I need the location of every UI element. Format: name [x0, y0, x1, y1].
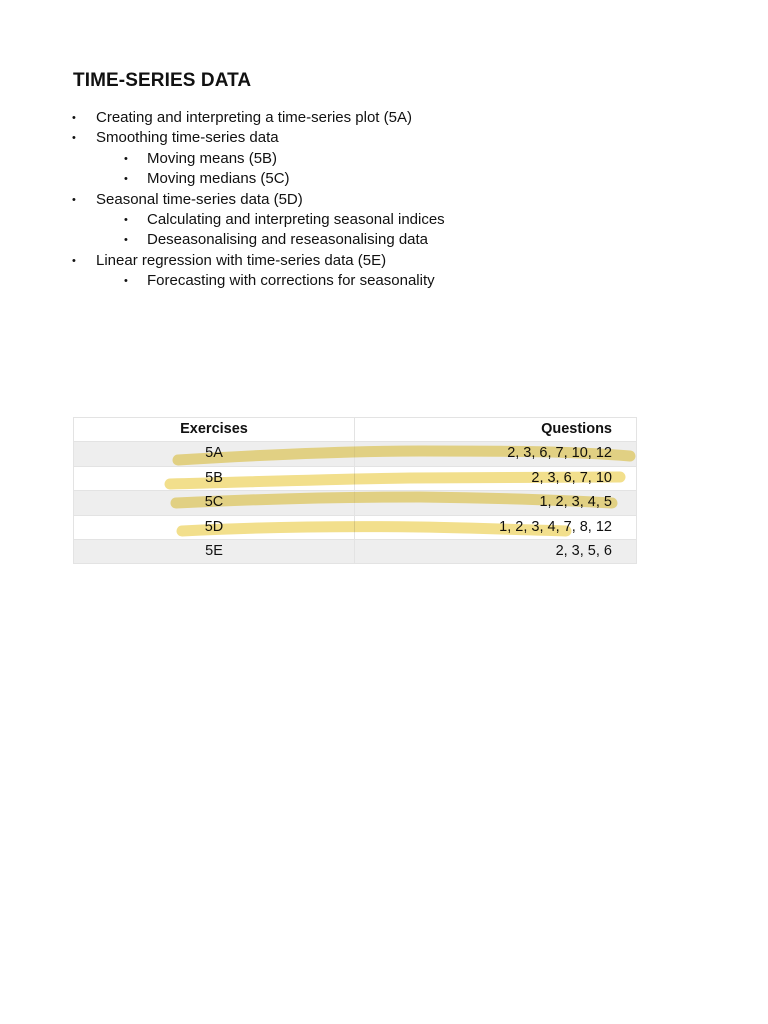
table-row — [74, 515, 637, 539]
outline-item-text: Seasonal time-series data (5D) — [96, 190, 303, 208]
outline-subitem-text: Forecasting with corrections for seasonality — [147, 272, 435, 290]
outline-subitem-text: Moving means (5B) — [147, 149, 278, 167]
table-header-row — [74, 418, 637, 442]
exercise-cell: 5A — [74, 442, 355, 466]
questions-cell: 1, 2, 3, 4, 7, 8, 12 — [355, 515, 637, 539]
questions-cell: 2, 3, 6, 7, 10 — [355, 466, 637, 490]
exercise-cell: 5B — [74, 466, 355, 490]
outline-subitem-text: Moving medians (5C) — [147, 170, 290, 188]
bullet-icon: • — [124, 275, 128, 288]
topic-outline — [0, 108, 768, 292]
bullet-icon: • — [124, 213, 128, 226]
outline-item-text: Linear regression with time-series data (5E) — [96, 251, 387, 269]
table-row — [74, 540, 637, 564]
exercises-table — [73, 417, 637, 564]
questions-column-header: Questions — [355, 418, 637, 442]
page-title: TIME-SERIES DATA — [73, 70, 252, 91]
outline-item — [0, 108, 768, 128]
table-row — [74, 491, 637, 515]
outline-item-text: Creating and interpreting a time-series plot (5A) — [96, 109, 412, 126]
outline-subitem — [0, 271, 768, 291]
outline-subitem — [0, 149, 768, 169]
outline-item — [0, 251, 768, 271]
bullet-icon: • — [124, 152, 128, 165]
exercise-cell: 5C — [74, 491, 355, 515]
outline-subitem-text: Deseasonalising and reseasonalising data — [147, 231, 429, 249]
bullet-icon: • — [124, 173, 128, 186]
questions-cell: 2, 3, 6, 7, 10, 12 — [355, 442, 637, 466]
exercises-column-header: Exercises — [74, 418, 355, 442]
bullet-icon: • — [124, 234, 128, 247]
outline-subitem — [0, 210, 768, 230]
outline-item — [0, 190, 768, 210]
bullet-icon: • — [72, 132, 76, 145]
bullet-icon: • — [72, 193, 76, 206]
outline-subitem — [0, 230, 768, 250]
questions-cell: 1, 2, 3, 4, 5 — [355, 491, 637, 515]
outline-subitem-text: Calculating and interpreting seasonal indices — [147, 210, 445, 228]
bullet-icon: • — [72, 112, 76, 124]
outline-item — [0, 128, 768, 148]
outline-item-text: Smoothing time-series data — [96, 129, 279, 147]
outline-subitem — [0, 169, 768, 189]
table-row — [74, 466, 637, 490]
exercise-cell: 5D — [74, 515, 355, 539]
exercises-table-container — [73, 417, 636, 564]
table-row — [74, 442, 637, 466]
questions-cell: 2, 3, 5, 6 — [355, 540, 637, 564]
bullet-icon: • — [72, 254, 76, 267]
exercise-cell: 5E — [74, 540, 355, 564]
